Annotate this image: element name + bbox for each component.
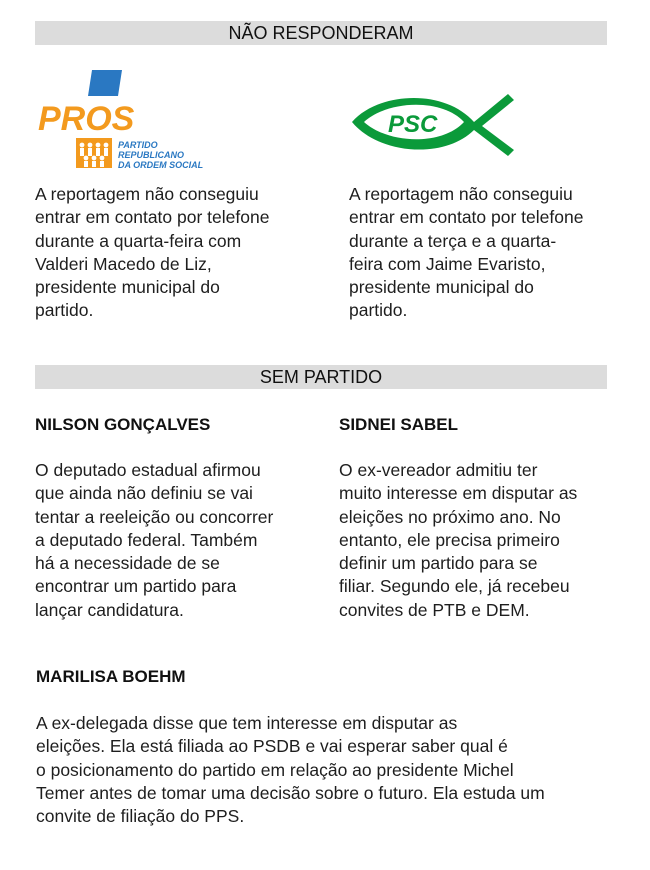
nilson-statement-line: há a necessidade de se (35, 553, 220, 574)
marilisa-statement-line: eleições. Ela está filiada ao PSDB e vai esperar saber qual é (36, 736, 508, 757)
psc-statement-line: feira com Jaime Evaristo, (349, 253, 546, 274)
pros-logo-line1: PARTIDO (118, 140, 158, 150)
psc-statement-line: entrar em contato por telefone (349, 207, 584, 228)
nilson-statement-line: tentar a reeleição ou concorrer (35, 506, 274, 527)
sidnei-statement-line: definir um partido para se (339, 553, 538, 574)
marilisa-name: MARILISA BOEHM (36, 667, 186, 686)
sidnei-statement-line: eleições no próximo ano. No (339, 506, 561, 527)
marilisa-statement (36, 712, 626, 828)
pros-logo-graphic (36, 68, 206, 172)
section-header-no-reply: NÃO RESPONDERAM (35, 21, 607, 45)
sidnei-statement-line: O ex-vereador admitiu ter (339, 460, 538, 480)
psc-logo (348, 88, 518, 158)
nilson-statement-line: a deputado federal. Também (35, 529, 258, 550)
psc-statement-line: partido. (349, 300, 408, 321)
pros-statement-line: partido. (35, 300, 94, 321)
sidnei-name: SIDNEI SABEL (339, 415, 459, 434)
pros-statement-line: entrar em contato por telefone (35, 207, 270, 228)
pros-logo-line3: DA ORDEM SOCIAL (118, 160, 204, 170)
pros-statement-line: presidente municipal do (35, 277, 220, 298)
psc-logo-abbr: PSC (388, 111, 438, 138)
psc-statement-line: presidente municipal do (349, 277, 534, 298)
marilisa-statement-line: convite de filiação do PPS. (36, 806, 245, 827)
pros-logo-abbr: PROS (38, 100, 135, 138)
psc-statement-line: durante a terça e a quarta- (349, 230, 557, 251)
pros-logo (36, 68, 206, 172)
psc-statement (349, 183, 639, 323)
pros-statement (35, 183, 325, 323)
sidnei-statement-line: entanto, ele precisa primeiro (339, 529, 560, 550)
nilson-statement-line: O deputado estadual afirmou (35, 460, 261, 480)
pros-statement-line: durante a quarta-feira com (35, 230, 242, 251)
nilson-statement-line: que ainda não definiu se vai (35, 483, 253, 504)
marilisa-statement-line: A ex-delegada disse que tem interesse em disputar as (36, 713, 458, 733)
psc-fish-graphic (348, 88, 518, 158)
pros-logo-line2: REPUBLICANO (118, 150, 185, 160)
sidnei-statement-line: convites de PTB e DEM. (339, 599, 530, 620)
sidnei-statement-line: muito interesse em disputar as (339, 483, 578, 504)
pros-statement-line: A reportagem não conseguiu (35, 184, 259, 204)
sidnei-statement (339, 459, 639, 622)
psc-statement-line: A reportagem não conseguiu (349, 184, 573, 204)
nilson-statement-line: lançar candidatura. (35, 599, 184, 620)
section-header-no-party: SEM PARTIDO (35, 365, 607, 389)
sidnei-statement-line: filiar. Segundo ele, já recebeu (339, 576, 570, 597)
marilisa-statement-line: Temer antes de tomar uma decisão sobre o futuro. Ela estuda um (36, 782, 545, 803)
nilson-name: NILSON GONÇALVES (35, 415, 211, 434)
nilson-statement (35, 459, 335, 622)
nilson-statement-line: encontrar um partido para (35, 576, 237, 597)
pros-statement-line: Valderi Macedo de Liz, (35, 253, 212, 274)
marilisa-statement-line: o posicionamento do partido em relação ao presidente Michel (36, 759, 514, 780)
